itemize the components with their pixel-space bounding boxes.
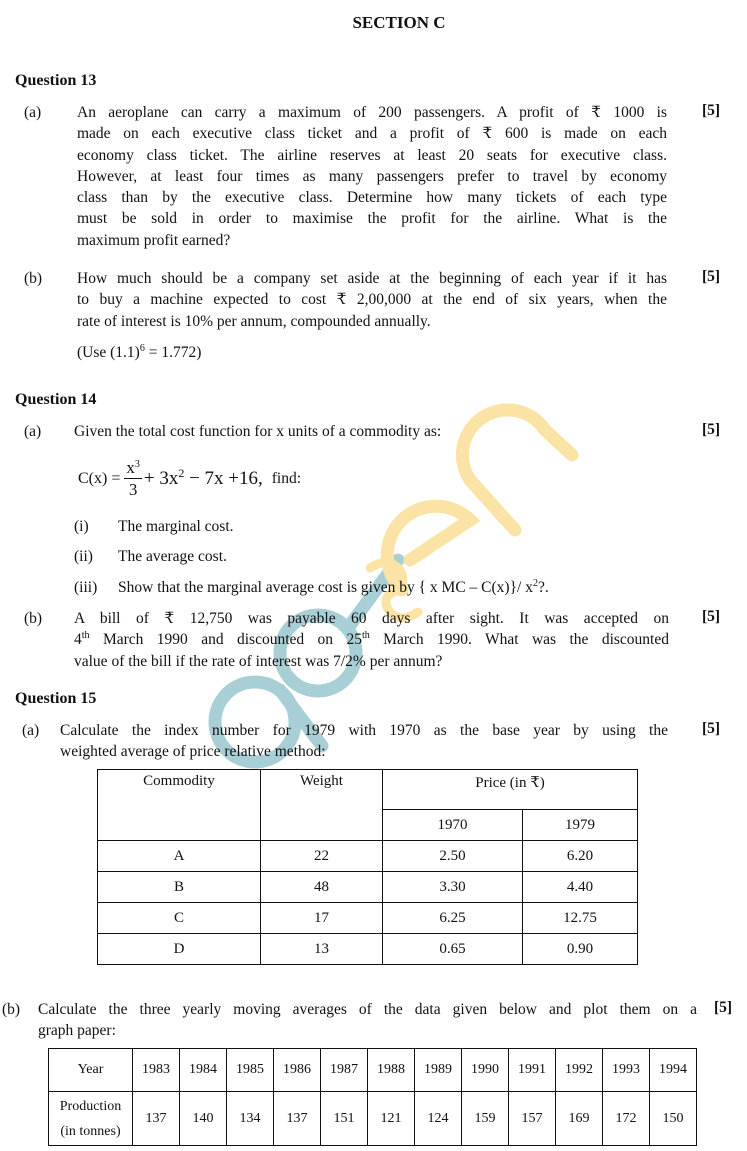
q14b-label: (b)	[24, 610, 43, 627]
year-cell: 1994	[650, 1049, 697, 1092]
production-label: Production	[59, 1098, 122, 1114]
price-1979-cell: 0.90	[523, 934, 638, 965]
line2-a: 4	[74, 631, 82, 649]
q13a-label: (a)	[24, 104, 42, 121]
price-1979-cell: 12.75	[523, 903, 638, 934]
header-weight: Weight	[261, 770, 383, 841]
q13a-line: economy class ticket. The airline reserves at least 20 seats for executive class.	[77, 146, 667, 164]
q13a-line: class than by the executive class. Determine how many tickets of each type	[77, 189, 667, 207]
production-label-cell	[49, 1092, 133, 1146]
q14a-part-ii-label: (ii)	[74, 548, 93, 565]
year-cell: 1986	[274, 1049, 321, 1092]
question-14-title: Question 14	[15, 391, 97, 408]
q13a-line: However, at least four times as many passengers prefer to travel by economy	[77, 167, 667, 185]
header-1979: 1979	[523, 810, 638, 841]
price-table-header-row	[98, 770, 638, 810]
production-cell: 150	[650, 1092, 697, 1146]
price-table	[97, 769, 638, 965]
q13b-line: to buy a machine expected to cost ₹ 2,00,000 at the end of six years, when the	[77, 291, 667, 309]
price-1970-cell: 6.25	[383, 903, 523, 934]
q15b-line: graph paper:	[38, 1022, 116, 1040]
cost-formula	[78, 452, 301, 506]
production-cell: 121	[368, 1092, 415, 1146]
q14a-label: (a)	[24, 423, 42, 440]
q13a-marks: [5]	[702, 102, 721, 119]
year-cell: 1989	[415, 1049, 462, 1092]
q14a-part-ii-text: The average cost.	[118, 548, 227, 565]
question-15-title: Question 15	[15, 690, 97, 707]
rest-exponent: 2	[178, 466, 185, 480]
q13b-text	[77, 268, 667, 332]
q13b-label: (b)	[24, 270, 43, 287]
header-price: Price (in ₹)	[383, 770, 638, 810]
q15a-marks: [5]	[702, 720, 721, 737]
header-commodity: Commodity	[98, 770, 261, 841]
year-cell: 1991	[509, 1049, 556, 1092]
q15a-label: (a)	[22, 722, 40, 739]
commodity-cell: B	[98, 872, 261, 903]
price-1970-cell: 2.50	[383, 841, 523, 872]
weight-cell: 22	[261, 841, 383, 872]
weight-cell: 48	[261, 872, 383, 903]
watermark-yellow-n	[462, 410, 572, 480]
year-cell: 1990	[462, 1049, 509, 1092]
weight-cell: 17	[261, 903, 383, 934]
production-cell: 172	[603, 1092, 650, 1146]
q13b-marks: [5]	[702, 268, 721, 285]
question-13-title: Question 13	[15, 72, 97, 89]
hint-post: = 1.772)	[144, 344, 202, 361]
formula-fraction	[124, 458, 142, 501]
table-row	[98, 841, 638, 872]
q13a-text	[77, 102, 667, 251]
formula-rest	[144, 468, 263, 490]
commodity-cell: A	[98, 841, 261, 872]
year-cell: 1984	[180, 1049, 227, 1092]
production-cell: 159	[462, 1092, 509, 1146]
year-cell: 1985	[227, 1049, 274, 1092]
price-1979-cell: 4.40	[523, 872, 638, 903]
q13a-line: must be sold in order to maximise the profit for the airline. What is the	[77, 210, 667, 228]
q13b-line: rate of interest is 10% per annum, compounded annually.	[77, 312, 431, 330]
q15b-label: (b)	[2, 1001, 21, 1018]
year-cell: 1993	[603, 1049, 650, 1092]
fraction-numerator	[124, 458, 142, 479]
part-iii-exp: 2	[532, 578, 538, 589]
year-cell: 1983	[133, 1049, 180, 1092]
fraction-denominator: 3	[128, 479, 138, 499]
q14b-marks: [5]	[702, 608, 721, 625]
q13a-line: maximum profit earned?	[77, 231, 231, 249]
production-cell: 151	[321, 1092, 368, 1146]
production-cell: 137	[274, 1092, 321, 1146]
q13a-line: made on each executive class ticket and a profit of ₹ 600 is made on each	[77, 125, 667, 143]
q13b-line: How much should be a company set aside at the beginning of each year if it has	[77, 270, 667, 287]
price-1979-cell: 6.20	[523, 841, 638, 872]
formula-find: find:	[271, 470, 302, 487]
price-1970-cell: 3.30	[383, 872, 523, 903]
year-row	[49, 1049, 697, 1092]
year-cell: 1992	[556, 1049, 603, 1092]
commodity-cell: D	[98, 934, 261, 965]
year-label-cell: Year	[49, 1049, 133, 1092]
rest-pre: + 3x	[143, 468, 179, 489]
rest-post: − 7x +16,	[184, 468, 263, 489]
q15b-text	[38, 999, 697, 1042]
formula-lhs: C(x) =	[78, 470, 125, 487]
q14a-part-i-text: The marginal cost.	[118, 518, 234, 535]
q15b-marks: [5]	[714, 999, 733, 1016]
q15b-line: Calculate the three yearly moving averages of the data given below and plot them on a	[38, 1001, 697, 1018]
table-row	[98, 903, 638, 934]
line2-sup1: th	[81, 630, 90, 642]
q15a-line: Calculate the index number for 1979 with 1970 as the base year by using the	[60, 722, 668, 739]
q13b-hint	[77, 342, 201, 363]
q14b-line	[74, 629, 669, 650]
production-cell: 134	[227, 1092, 274, 1146]
production-cell: 140	[180, 1092, 227, 1146]
production-table	[48, 1048, 697, 1146]
q14a-part-iii-text	[118, 577, 549, 598]
commodity-cell: C	[98, 903, 261, 934]
q14b-line: A bill of ₹ 12,750 was payable 60 days after sight. It was accepted on	[74, 610, 669, 627]
q13a-line: An aeroplane can carry a maximum of 200 passengers. A profit of ₹ 1000 is	[77, 104, 667, 121]
q14b-line: value of the bill if the rate of interest was 7/2% per annum?	[74, 652, 443, 670]
q14b-text	[74, 608, 669, 672]
numerator-exponent: 3	[134, 458, 140, 470]
line2-c: March 1990. What was the discounted	[369, 631, 669, 649]
line2-sup2: th	[361, 630, 370, 642]
q15a-line: weighted average of price relative method:	[60, 743, 326, 761]
production-row	[49, 1092, 697, 1146]
hint-exponent: 6	[139, 343, 145, 354]
section-title: SECTION C	[352, 13, 446, 32]
table-row	[98, 872, 638, 903]
production-cell: 137	[133, 1092, 180, 1146]
q15a-text	[60, 720, 668, 763]
watermark-yellow-n-stem	[470, 480, 515, 530]
production-cell: 157	[509, 1092, 556, 1146]
year-cell: 1988	[368, 1049, 415, 1092]
weight-cell: 13	[261, 934, 383, 965]
production-unit: (in tonnes)	[60, 1123, 121, 1139]
line2-b: March 1990 and discounted on 25	[89, 631, 362, 649]
q14a-intro: Given the total cost function for x units of a commodity as:	[74, 423, 442, 440]
table-row	[98, 934, 638, 965]
part-iii-pre: Show that the marginal average cost is given by { x MC – C(x)}/ x	[118, 579, 533, 596]
production-cell: 169	[556, 1092, 603, 1146]
q14a-part-iii-label: (iii)	[74, 579, 98, 596]
header-1970: 1970	[383, 810, 523, 841]
numerator-base: x	[126, 457, 135, 477]
price-1970-cell: 0.65	[383, 934, 523, 965]
year-cell: 1987	[321, 1049, 368, 1092]
hint-pre: (Use (1.1)	[77, 344, 140, 361]
q14a-marks: [5]	[702, 421, 721, 438]
part-iii-post: ?.	[537, 579, 549, 596]
production-cell: 124	[415, 1092, 462, 1146]
q14a-part-i-label: (i)	[74, 518, 89, 535]
